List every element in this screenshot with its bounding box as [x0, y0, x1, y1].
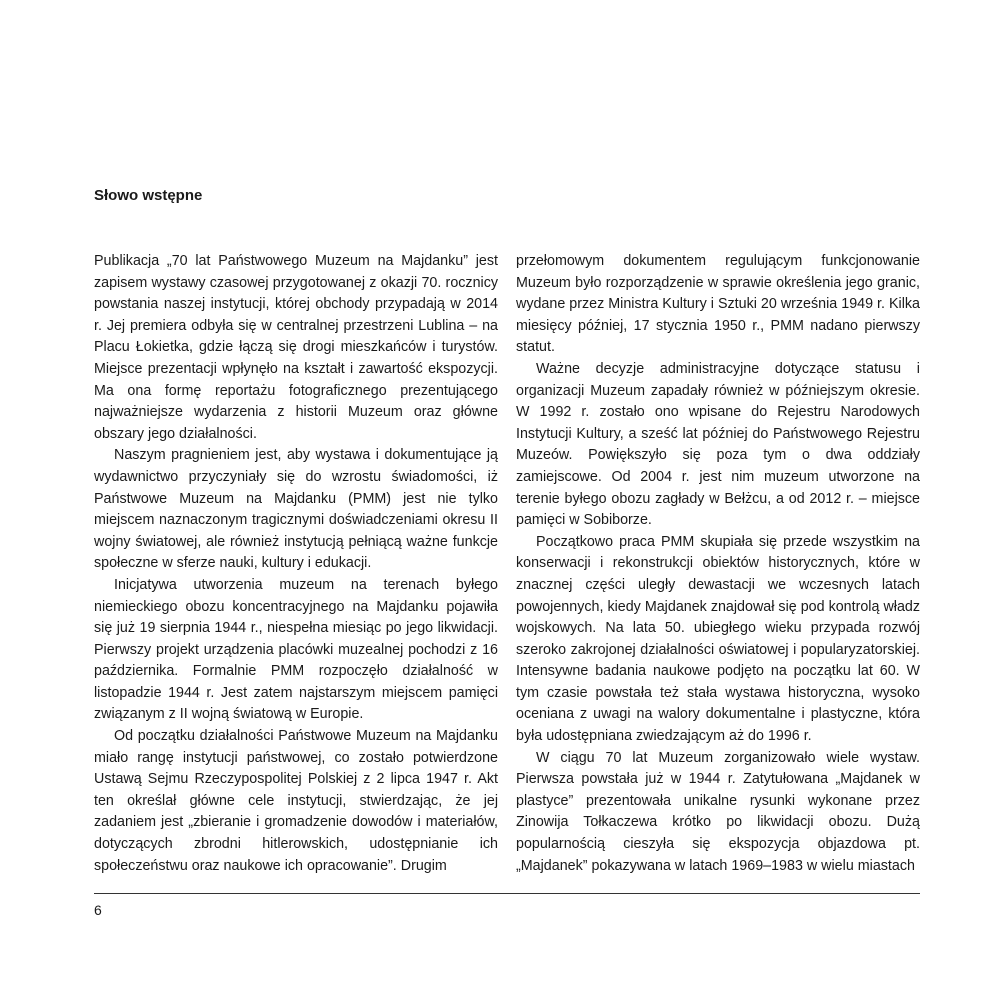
paragraph: Naszym pragnieniem jest, aby wystawa i dokumentujące ją wydawnictwo przyczyniały się do wzrostu świadomości, iż Państwowe Muzeum na Majdanku (PMM) jest nie tylko miejscem naznaczonym tragicznymi doświadczeniami okresu II wojny światowej, ale również instytucją pełniącą ważne funkcje społeczne w sferze nauki, kultury i edukacji.: [94, 447, 498, 572]
paragraph: Inicjatywa utworzenia muzeum na terenach byłego niemieckiego obozu koncentracyjnego na Majdanku pojawiła się już 19 sierpnia 1944 r., niespełna miesiąc po jego likwidacji. Pierwszy projekt urządzenia placówki muzealnej pochodzi z 16 października. Formalnie PMM rozpoczęło działalność w listopadzie 1944 r. Jest zatem najstarszym miejscem pamięci związanym z II wojną światową w Europie.: [94, 576, 498, 723]
paragraph: Początkowo praca PMM skupiała się przede wszystkim na konserwacji i rekonstrukcji obiektów historycznych, które w znacznej części uległy dewastacji we wczesnych latach powojennych, kiedy Majdanek znajdował się pod kontrolą władz wojskowych. Na lata 50. ubiegłego wieku przypada rozwój szeroko zakrojonej działalności oświatowej i popularyzatorskiej. Intensywne badania naukowe podjęto na początku lat 60. W tym czasie powstała też stała wystawa historyczna, wysoko oceniana z uwagi na walory dokumentalne i plastyczne, która była udostępniana zwiedzającym aż do 1996 r.: [516, 533, 920, 745]
paragraph: Ważne decyzje administracyjne dotyczące statusu i organizacji Muzeum zapadały również w późniejszym okresie. W 1992 r. zostało ono wpisane do Rejestru Narodowych Instytucji Kultury, a sześć lat później do Państwowego Rejestru Muzeów. Powiększyło się poza tym o dwa oddziały zamiejscowe. Od 2004 r. jest nim muzeum utworzone na terenie byłego obozu zagłady w Bełżcu, a od 2012 r. – miejsce pamięci w Sobiborze.: [516, 360, 920, 529]
section-heading: Słowo wstępne: [94, 187, 203, 204]
page-number: 6: [94, 902, 102, 918]
right-text-column: [516, 251, 920, 877]
paragraph: Od początku działalności Państwowe Muzeum na Majdanku miało rangę instytucji państwowej, co zostało potwierdzone Ustawą Sejmu Rzeczypospolitej Polskiej z 2 lipca 1947 r. Akt ten określał główne cele instytucji, stwierdzając, że jej zadaniem jest „zbieranie i gromadzenie dowodów i materiałów, dotyczących zbrodni hitlerowskich, udostępnianie ich społeczeństwu oraz naukowe ich opracowanie”. Drugim: [94, 728, 498, 874]
paragraph: Publikacja „70 lat Państwowego Muzeum na Majdanku” jest zapisem wystawy czasowej przygotowanej z okazji 70. rocznicy powstania naszej instytucji, której obchody przypadają w 2014 r. Jej premiera odbyła się w centralnej przestrzeni Lublina – na Placu Łokietka, gdzie łączą się drogi mieszkańców i turystów. Miejsce prezentacji wpłynęło na kształt i zawartość ekspozycji. Ma ona formę reportażu fotograficznego prezentującego najważniejsze wydarzenia z historii Muzeum oraz główne obszary jego działalności.: [94, 253, 498, 442]
paragraph: przełomowym dokumentem regulującym funkcjonowanie Muzeum było rozporządzenie w sprawie określenia jego granic, wydane przez Ministra Kultury i Sztuki 20 września 1949 r. Kilka miesięcy później, 17 stycznia 1950 r., PMM nadano pierwszy statut.: [516, 253, 920, 356]
footer-rule: [94, 893, 920, 894]
left-text-column: [94, 251, 498, 877]
paragraph: W ciągu 70 lat Muzeum zorganizowało wiele wystaw. Pierwsza powstała już w 1944 r. Zatytułowana „Majdanek w plastyce” prezentowała unikalne rysunki wykonane przez Zinowija Tołkaczewa krótko po likwidacji obozu. Dużą popularnością cieszyła się ekspozycja objazdowa pt. „Majdanek” pokazywana w latach 1969–1983 w wielu miastach: [516, 749, 920, 874]
